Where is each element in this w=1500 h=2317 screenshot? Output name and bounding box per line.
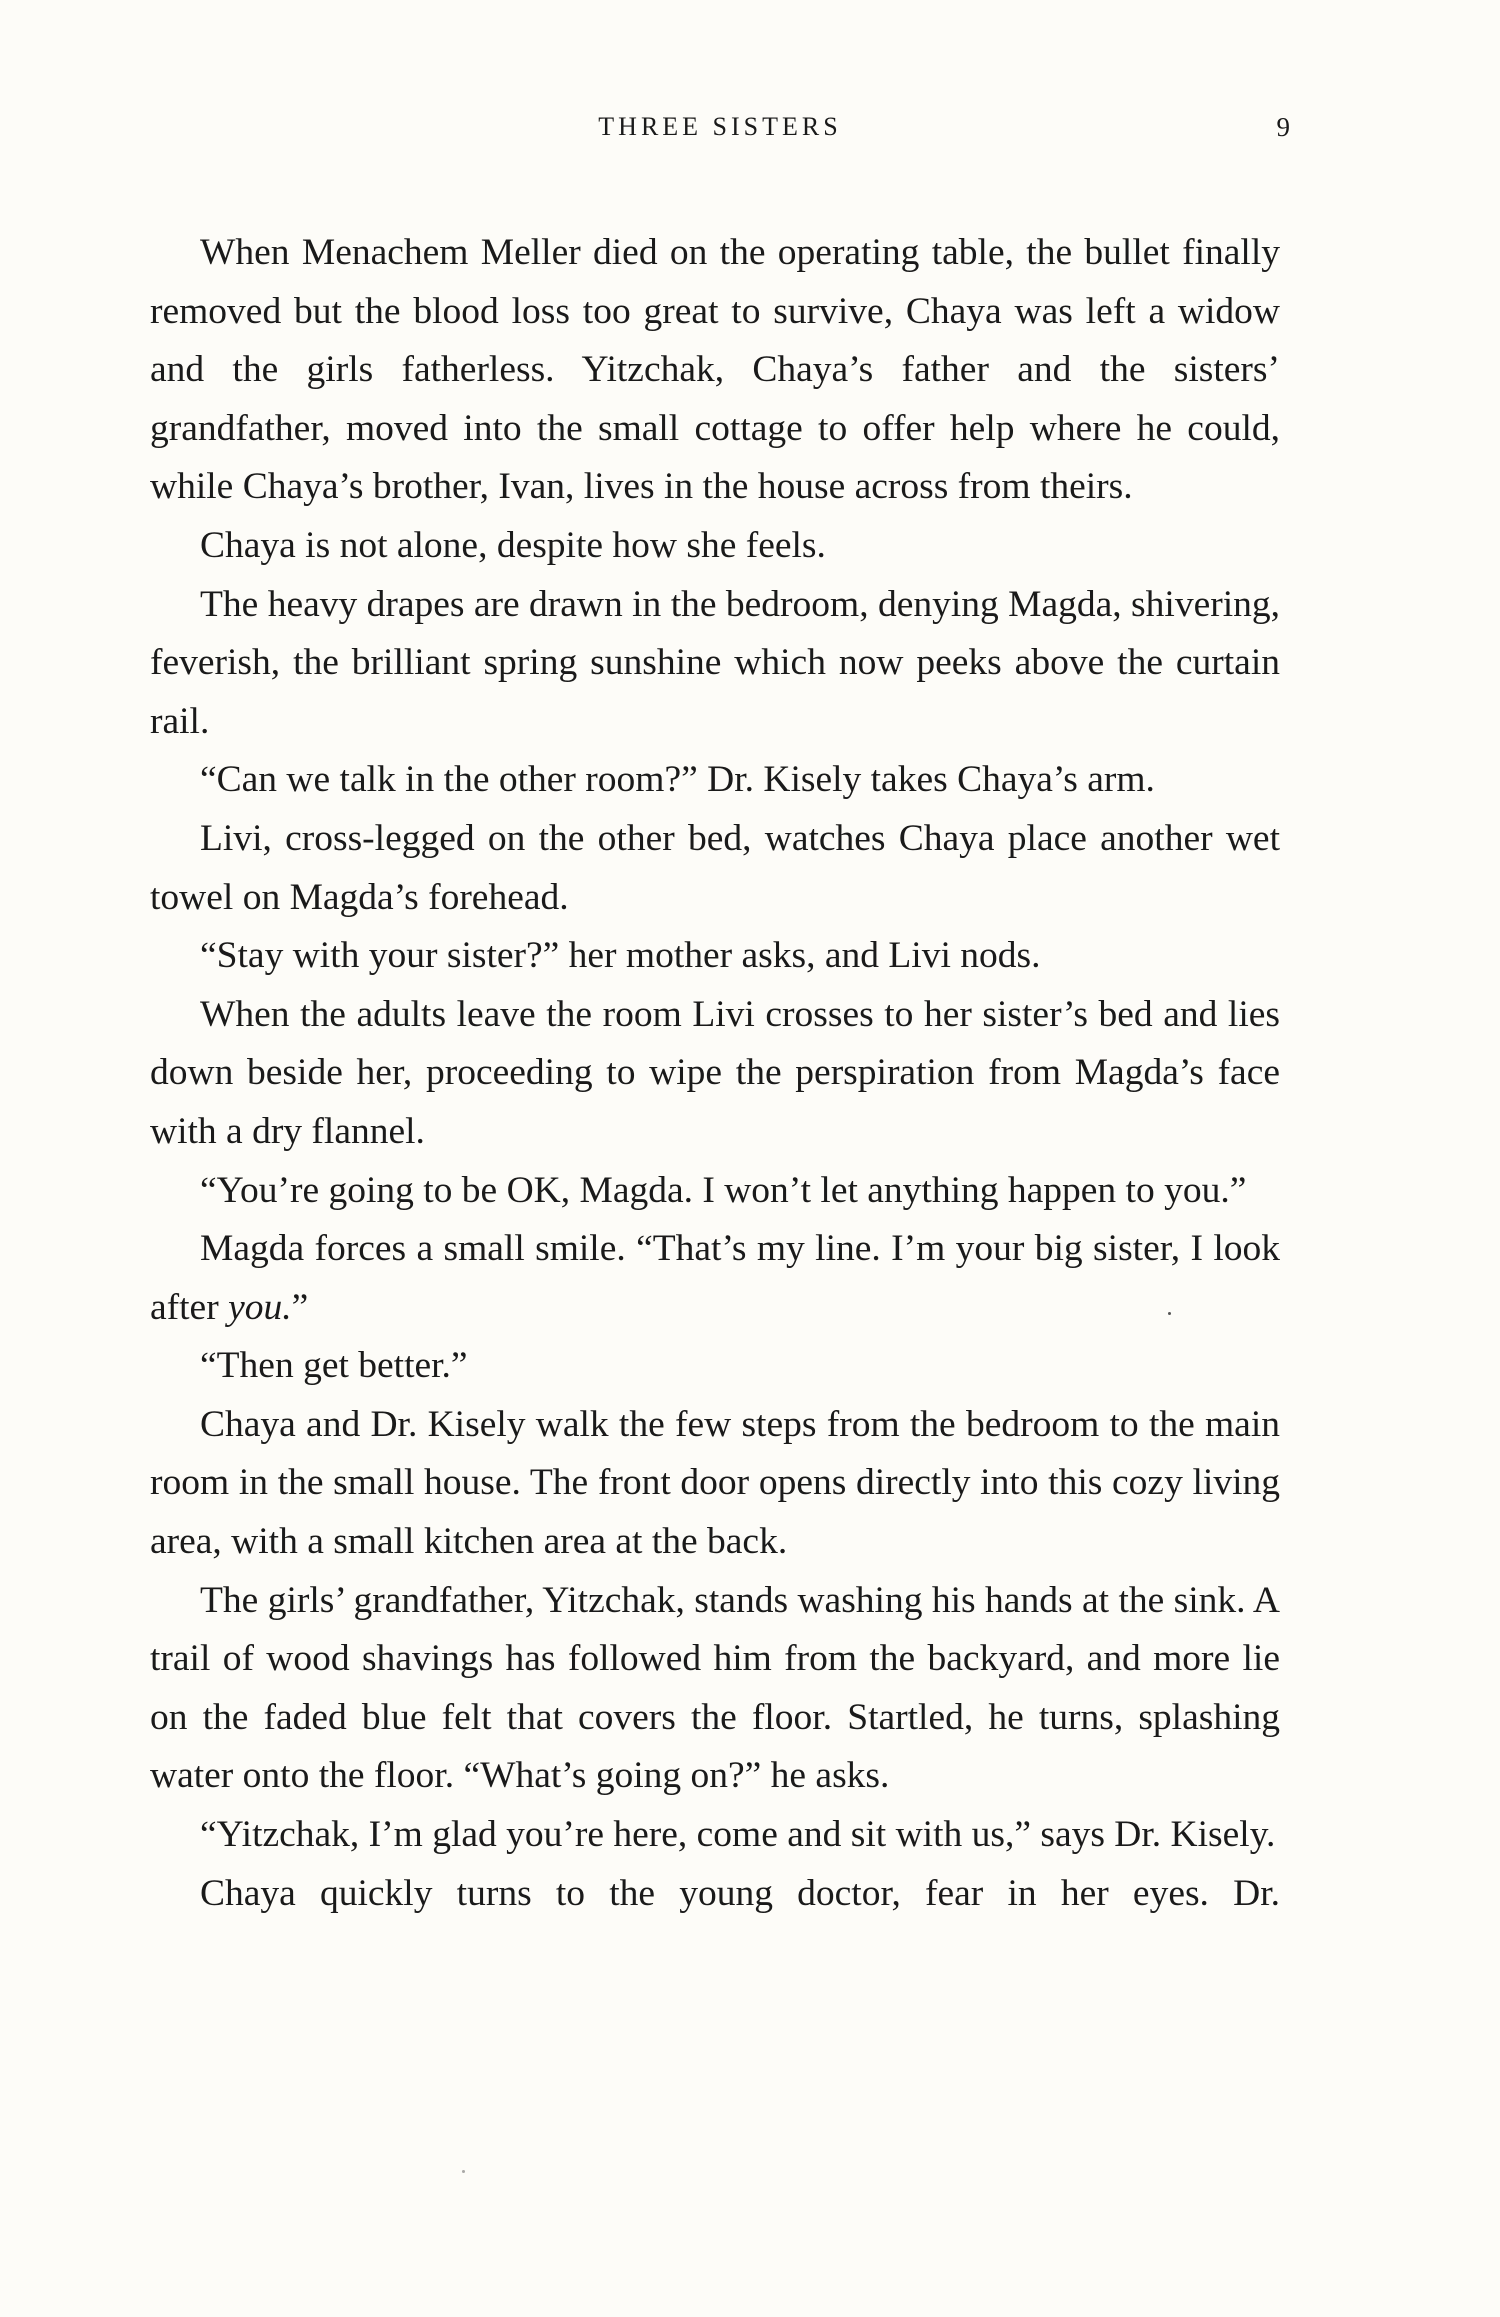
paragraph-8: “You’re going to be OK, Magda. I won’t let anything happen to you.” [200,1169,1247,1211]
paragraph-4: “Can we talk in the other room?” Dr. Kisely takes Chaya’s arm. [200,759,1155,801]
paragraph-1: When Menachem Meller died on the operating table, the bullet finally removed but the blood loss too great to survive, Chaya was left a widow and the girls fatherless. Yitzchak, Chaya’s father and the sisters’ grandfather, moved into the small cottage to offer help where he could, while Chaya’s brother, Ivan, lives in the house across from theirs. [150,232,1280,508]
scan-speck [1168,1312,1171,1315]
paragraph-9-text: Magda forces a small smile. “That’s my line. I’m your big sister, I look after [150,1228,1280,1328]
running-title: THREE SISTERS [598,112,842,141]
paragraph-7: When the adults leave the room Livi crosses to her sister’s bed and lies down beside her, proceeding to wipe the perspiration from Magda’s face with a dry flannel. [150,993,1280,1152]
paragraph-9 [150,1220,1280,1337]
paragraph-10: “Then get better.” [200,1345,468,1387]
italic-you: you. [228,1286,292,1328]
body-text [150,224,1280,1923]
paragraph-11: Chaya and Dr. Kisely walk the few steps from the bedroom to the main room in the small house. The front door opens directly into this cozy living area, with a small kitchen area at the back. [150,1403,1280,1563]
paragraph-3: The heavy drapes are drawn in the bedroom, denying Magda, shivering, feverish, the brilliant spring sunshine which now peeks above the curtain rail. [150,583,1280,742]
paragraph-5: Livi, cross-legged on the other bed, watches Chaya place another wet towel on Magda’s forehead. [150,817,1280,918]
running-head [150,112,1290,152]
paragraph-13: “Yitzchak, I’m glad you’re here, come and sit with us,” says Dr. Kisely. [200,1814,1276,1856]
paragraph-6: “Stay with your sister?” her mother asks, and Livi nods. [200,935,1041,977]
page-number: 9 [1276,112,1290,142]
paragraph-14: Chaya quickly turns to the young doctor, fear in her eyes. Dr. [200,1872,1280,1914]
paragraph-2: Chaya is not alone, despite how she feels. [200,524,826,566]
closing-quote: ” [291,1286,309,1328]
paragraph-12: The girls’ grandfather, Yitzchak, stands washing his hands at the sink. A trail of wood shavings has followed him from the backyard, and more lie on the faded blue felt that covers the floor. Startled, he turns, splashing water onto the floor. “What’s going on?” he asks. [150,1579,1280,1797]
scan-speck [462,2170,465,2173]
